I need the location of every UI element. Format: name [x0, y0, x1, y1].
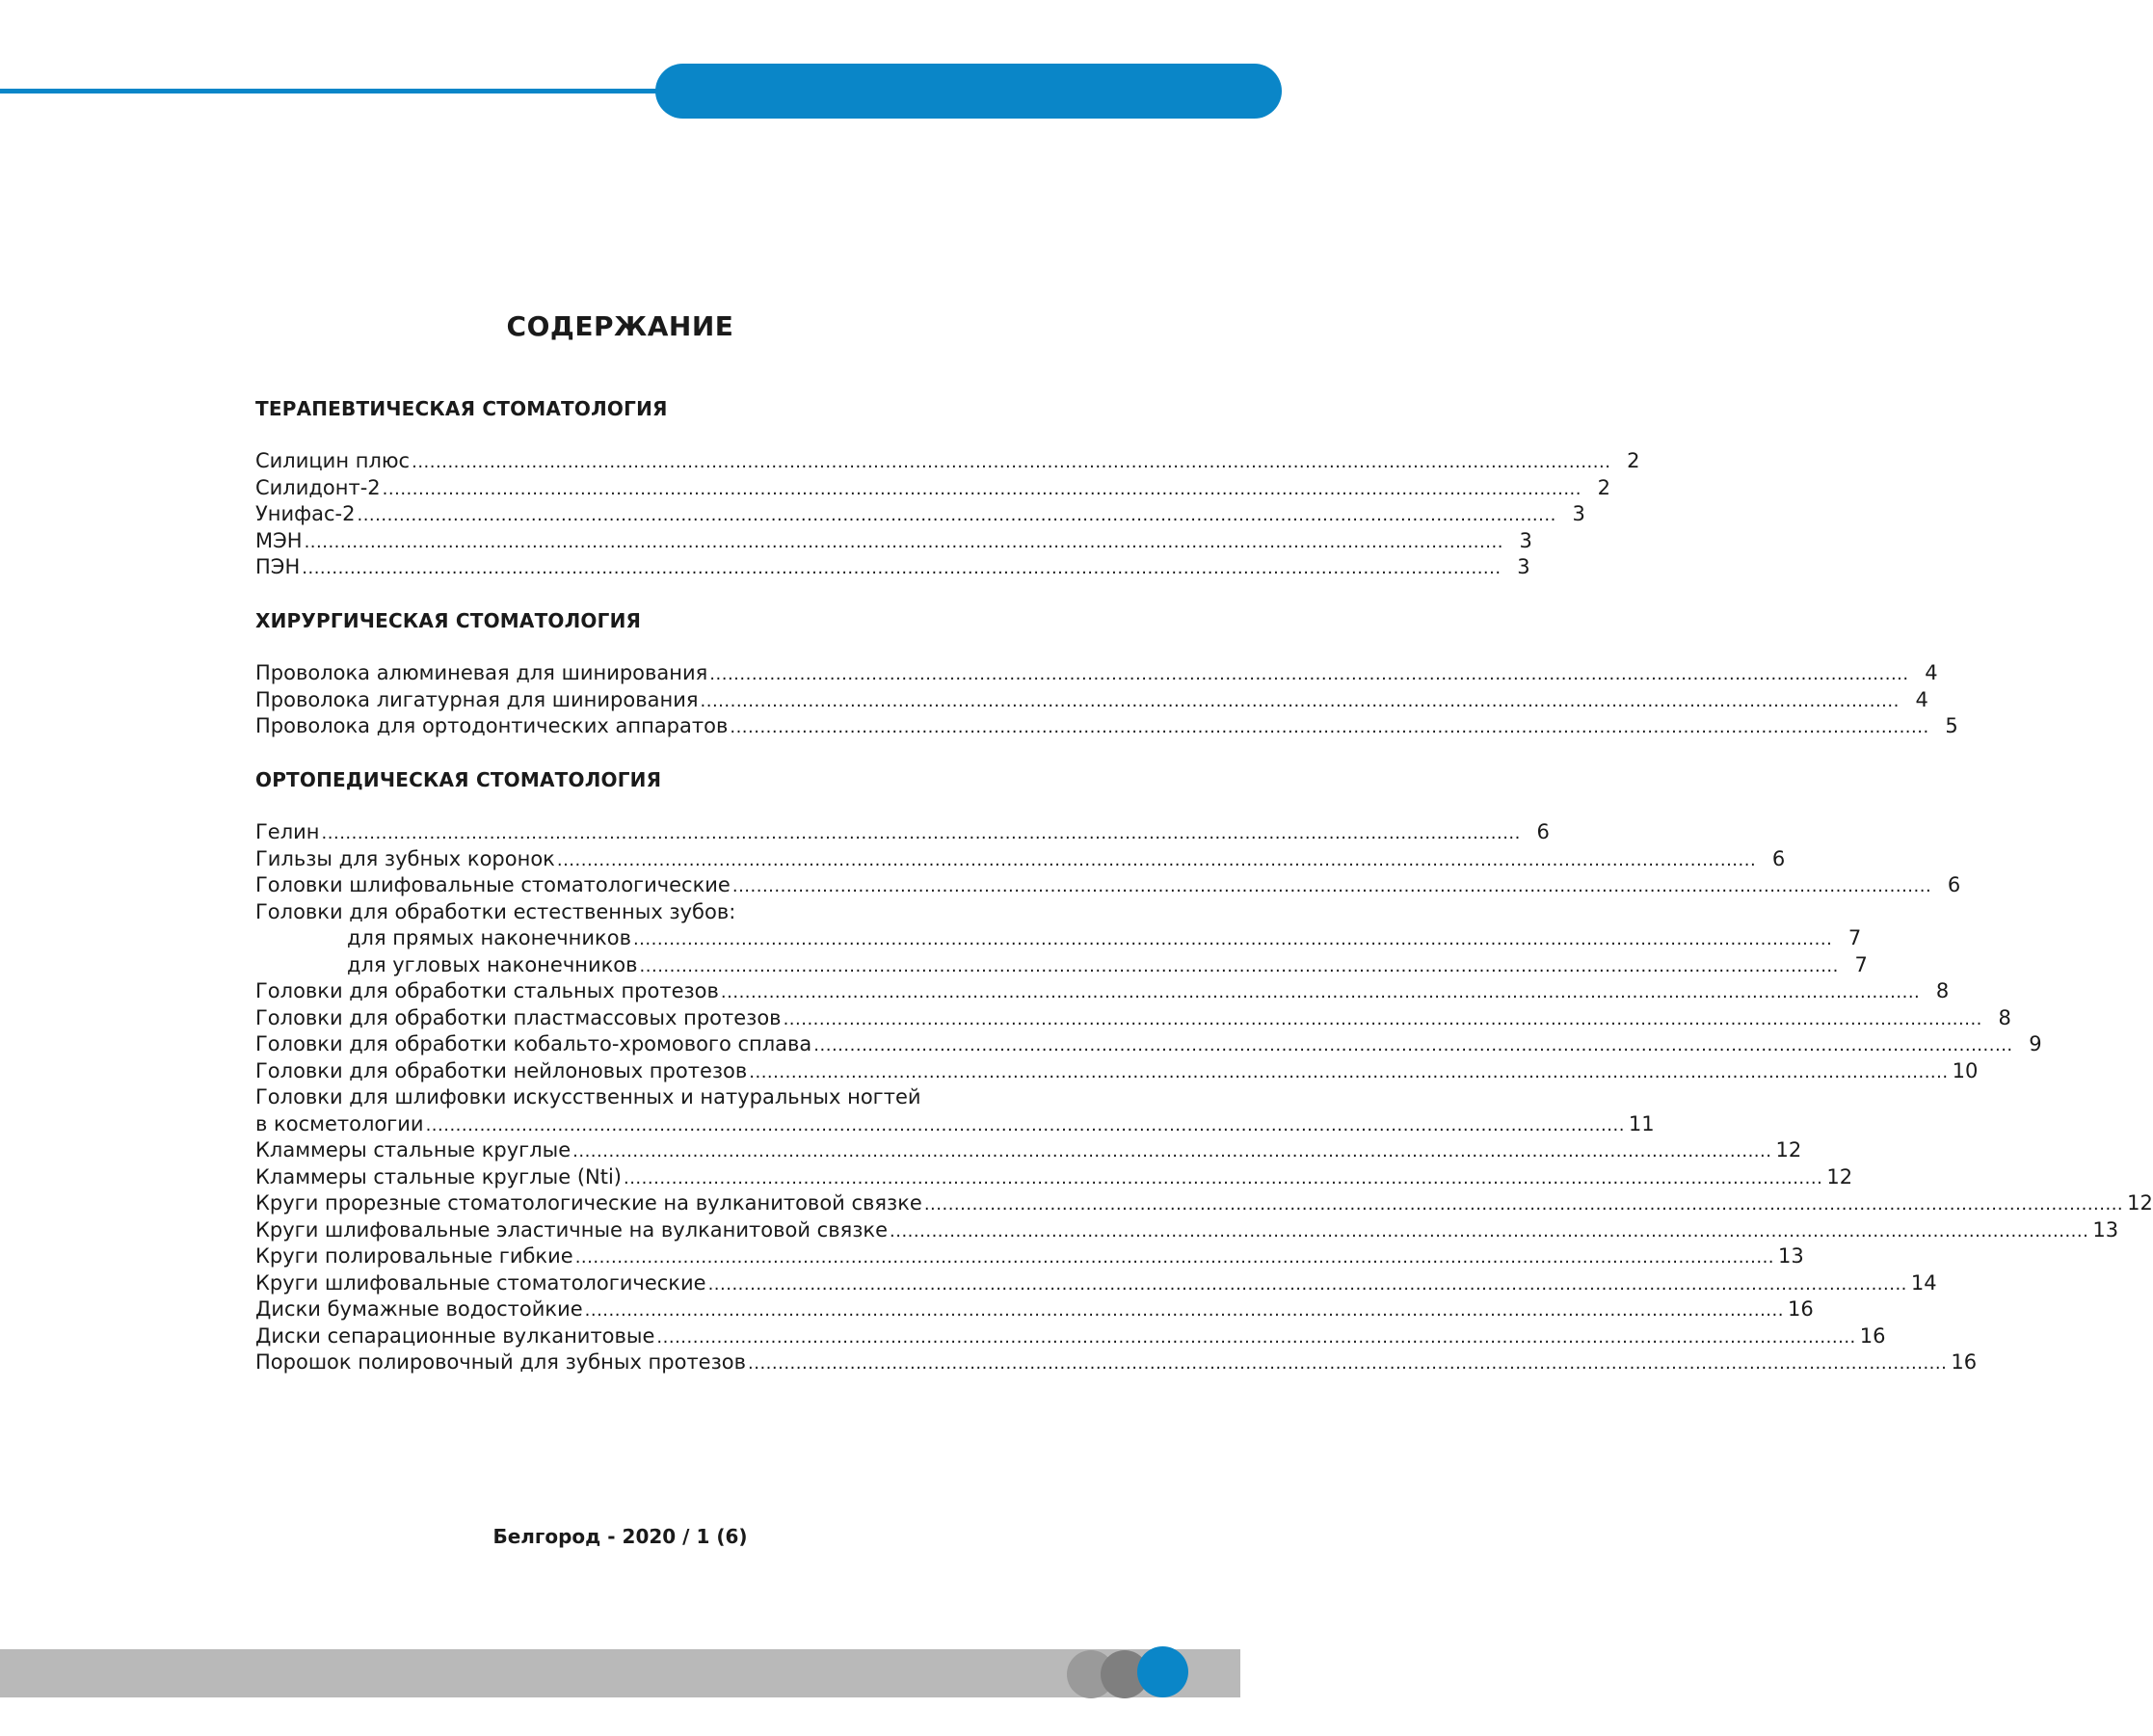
toc-item-page: 3 — [1517, 555, 1530, 578]
toc-item-label: Головки для обработки стальных протезов — [255, 979, 719, 1002]
toc-item-page: 12 — [1775, 1138, 1802, 1162]
toc-item-label: Головки для шлифовки искусственных и натуральных ногтей — [255, 1085, 921, 1108]
toc-item-label: Порошок полировочный для зубных протезов — [255, 1350, 746, 1374]
toc-item[interactable] — [255, 979, 1950, 1006]
toc-item-page: 9 — [2029, 1032, 2042, 1055]
leader-dots: ........................................................................................................................................................................................................ — [639, 955, 1839, 976]
footer-issue-info: Белгород - 2020 / 1 (6) — [492, 1525, 748, 1548]
toc-item-label: ПЭН — [255, 555, 301, 578]
toc-item[interactable] — [255, 1032, 2042, 1059]
toc-item-label: Головки для обработки естественных зубов: — [255, 899, 736, 923]
toc-item[interactable] — [255, 555, 1530, 582]
leader-dots: ........................................................................................................................................................................................................ — [656, 1326, 1856, 1348]
toc-item-page: 6 — [1947, 873, 1961, 896]
toc-item[interactable] — [255, 1323, 1886, 1351]
leader-dots: ........................................................................................................................................................................................................ — [556, 849, 1757, 870]
toc-item-label: для прямых наконечников — [347, 926, 631, 949]
leader-dots: ........................................................................................................................................................................................................ — [730, 717, 1929, 737]
toc-item-page: 8 — [1935, 979, 1950, 1002]
toc-item[interactable] — [255, 1005, 2011, 1033]
toc-item[interactable] — [255, 1138, 1802, 1165]
toc-item-label: Унифас-2 — [255, 502, 356, 525]
toc-item-label: Проволока алюминевая для шинирования — [255, 661, 708, 684]
toc-item-page: 2 — [1597, 475, 1610, 499]
leader-dots: ........................................................................................................................................................................................................ — [574, 1247, 1775, 1268]
leader-dots: ........................................................................................................................................................................................................ — [357, 505, 1556, 525]
leader-dots: ........................................................................................................................................................................................................ — [584, 1300, 1784, 1321]
leader-dots: ........................................................................................................................................................................................................ — [412, 452, 1611, 472]
toc-item-page: 7 — [1854, 952, 1868, 976]
toc-item-page: 8 — [1998, 1005, 2011, 1029]
toc-item-label: Проволока лигатурная для шинирования — [255, 687, 699, 711]
toc-item[interactable] — [255, 475, 1610, 503]
header-rule — [0, 89, 675, 93]
toc-item[interactable] — [255, 502, 1585, 529]
toc-item-page: 12 — [2127, 1191, 2153, 1215]
leader-dots: ........................................................................................................................................................................................................ — [632, 929, 1833, 949]
toc-item[interactable] — [255, 1297, 1814, 1324]
leader-dots: ........................................................................................................................................................................................................ — [731, 876, 1932, 896]
page-title: СОДЕРЖАНИЕ — [506, 310, 734, 342]
section-heading-orthopedic: ОРТОПЕДИЧЕСКАЯ СТОМАТОЛОГИЯ — [255, 768, 662, 791]
toc-item-label: Головки для обработки пластмассовых протезов — [255, 1005, 782, 1029]
toc-item-page: 16 — [1859, 1323, 1886, 1348]
toc-item-label: Круги шлифовальные стоматологические — [255, 1270, 706, 1295]
toc-item-label: для угловых наконечников — [347, 952, 638, 976]
leader-dots: ........................................................................................................................................................................................................ — [709, 664, 1909, 684]
toc-item-label: Кламмеры стальные круглые (Nti) — [255, 1164, 622, 1188]
leader-dots: ........................................................................................................................................................................................................ — [425, 1114, 1625, 1135]
toc-item[interactable] — [255, 687, 1928, 715]
leader-dots: ........................................................................................................................................................................................................ — [707, 1273, 1907, 1295]
toc-item-label: МЭН — [255, 528, 303, 552]
leader-dots: ........................................................................................................................................................................................................ — [382, 478, 1582, 499]
toc-item-page: 13 — [2092, 1217, 2119, 1242]
toc-item[interactable] — [255, 1217, 2119, 1245]
toc-item[interactable] — [255, 1058, 1979, 1086]
toc-item-page: 6 — [1771, 846, 1786, 870]
header-tab-shape — [655, 64, 1282, 119]
toc-item-label: Головки шлифовальные стоматологические — [255, 873, 731, 896]
toc-group-heading — [255, 900, 970, 927]
toc-item-page: 6 — [1536, 820, 1550, 843]
toc-item-page: 3 — [1519, 528, 1532, 552]
toc-item-label: Диски бумажные водостойкие — [255, 1297, 583, 1321]
toc-item[interactable] — [255, 873, 1961, 900]
toc-item-label: Гильзы для зубных коронок — [255, 846, 555, 870]
toc-item-page: 11 — [1628, 1111, 1655, 1135]
toc-group-heading — [255, 1085, 970, 1112]
section-heading-surgical: ХИРУРГИЧЕСКАЯ СТОМАТОЛОГИЯ — [255, 609, 642, 632]
footer-bar — [0, 1649, 1240, 1697]
leader-dots: ........................................................................................................................................................................................................ — [923, 1194, 2124, 1215]
toc-list-surgical — [255, 661, 1958, 741]
toc-list-therapeutic — [255, 449, 1640, 582]
toc-item-page: 5 — [1945, 714, 1958, 737]
toc-item[interactable] — [255, 1111, 1655, 1139]
toc-item[interactable] — [255, 926, 1862, 953]
toc-item-label: Головки для обработки нейлоновых протезов — [255, 1058, 748, 1082]
toc-item[interactable] — [255, 528, 1532, 556]
toc-item[interactable] — [255, 661, 1938, 688]
toc-item[interactable] — [255, 846, 1786, 874]
toc-item[interactable] — [255, 820, 1550, 847]
section-heading-therapeutic: ТЕРАПЕВТИЧЕСКАЯ СТОМАТОЛОГИЯ — [255, 397, 668, 420]
toc-item-label: Силицин плюс — [255, 449, 411, 472]
toc-item-page: 16 — [1951, 1350, 1978, 1374]
leader-dots: ........................................................................................................................................................................................................ — [321, 823, 1521, 843]
toc-item[interactable] — [255, 1270, 1937, 1298]
toc-item-label: Круги полировальные гибкие — [255, 1244, 573, 1268]
toc-item[interactable] — [255, 1350, 1978, 1377]
toc-item-label: Круги шлифовальные эластичные на вулканитовой связке — [255, 1217, 889, 1242]
footer-circle-blue — [1137, 1646, 1188, 1697]
toc-item-label: Кламмеры стальные круглые — [255, 1138, 571, 1162]
leader-dots: ........................................................................................................................................................................................................ — [572, 1141, 1772, 1162]
toc-item-label: Головки для обработки кобальто-хромового сплава — [255, 1032, 812, 1055]
toc-item-page: 13 — [1778, 1244, 1804, 1268]
toc-item-page: 7 — [1847, 926, 1862, 949]
toc-item-page: 2 — [1627, 449, 1640, 472]
toc-item[interactable] — [255, 1244, 1804, 1271]
toc-item-page: 10 — [1952, 1058, 1979, 1082]
toc-item-label: Гелин — [255, 820, 320, 843]
toc-item-label: Диски сепарационные вулканитовые — [255, 1323, 655, 1348]
toc-item-page: 14 — [1910, 1270, 1937, 1295]
toc-item-page: 4 — [1925, 661, 1938, 684]
toc-item-page: 3 — [1572, 502, 1585, 525]
toc-item-label: Силидонт-2 — [255, 475, 381, 499]
leader-dots: ........................................................................................................................................................................................................ — [302, 558, 1502, 578]
leader-dots: ........................................................................................................................................................................................................ — [720, 982, 1921, 1002]
toc-item-page: 12 — [1826, 1164, 1853, 1188]
leader-dots: ........................................................................................................................................................................................................ — [813, 1035, 2013, 1055]
toc-item-label: Проволока для ортодонтических аппаратов — [255, 714, 729, 737]
toc-item[interactable] — [255, 952, 1868, 980]
toc-list-orthopedic — [255, 820, 2153, 1377]
toc-item[interactable] — [255, 449, 1640, 476]
toc-item-label: Круги прорезные стоматологические на вулканитовой связке — [255, 1191, 922, 1215]
leader-dots: ........................................................................................................................................................................................................ — [749, 1061, 1949, 1082]
leader-dots: ........................................................................................................................................................................................................ — [623, 1167, 1823, 1188]
toc-item[interactable] — [255, 1191, 2153, 1218]
toc-item-page: 4 — [1915, 687, 1928, 711]
leader-dots: ........................................................................................................................................................................................................ — [783, 1008, 1982, 1029]
toc-item-label: в косметологии — [255, 1111, 424, 1135]
toc-item[interactable] — [255, 1164, 1853, 1192]
leader-dots: ........................................................................................................................................................................................................ — [890, 1220, 2089, 1242]
leader-dots: ........................................................................................................................................................................................................ — [748, 1353, 1948, 1374]
toc-item[interactable] — [255, 714, 1958, 741]
leader-dots: ........................................................................................................................................................................................................ — [700, 690, 1900, 711]
leader-dots: ........................................................................................................................................................................................................ — [304, 531, 1503, 552]
toc-item-page: 16 — [1787, 1297, 1814, 1321]
